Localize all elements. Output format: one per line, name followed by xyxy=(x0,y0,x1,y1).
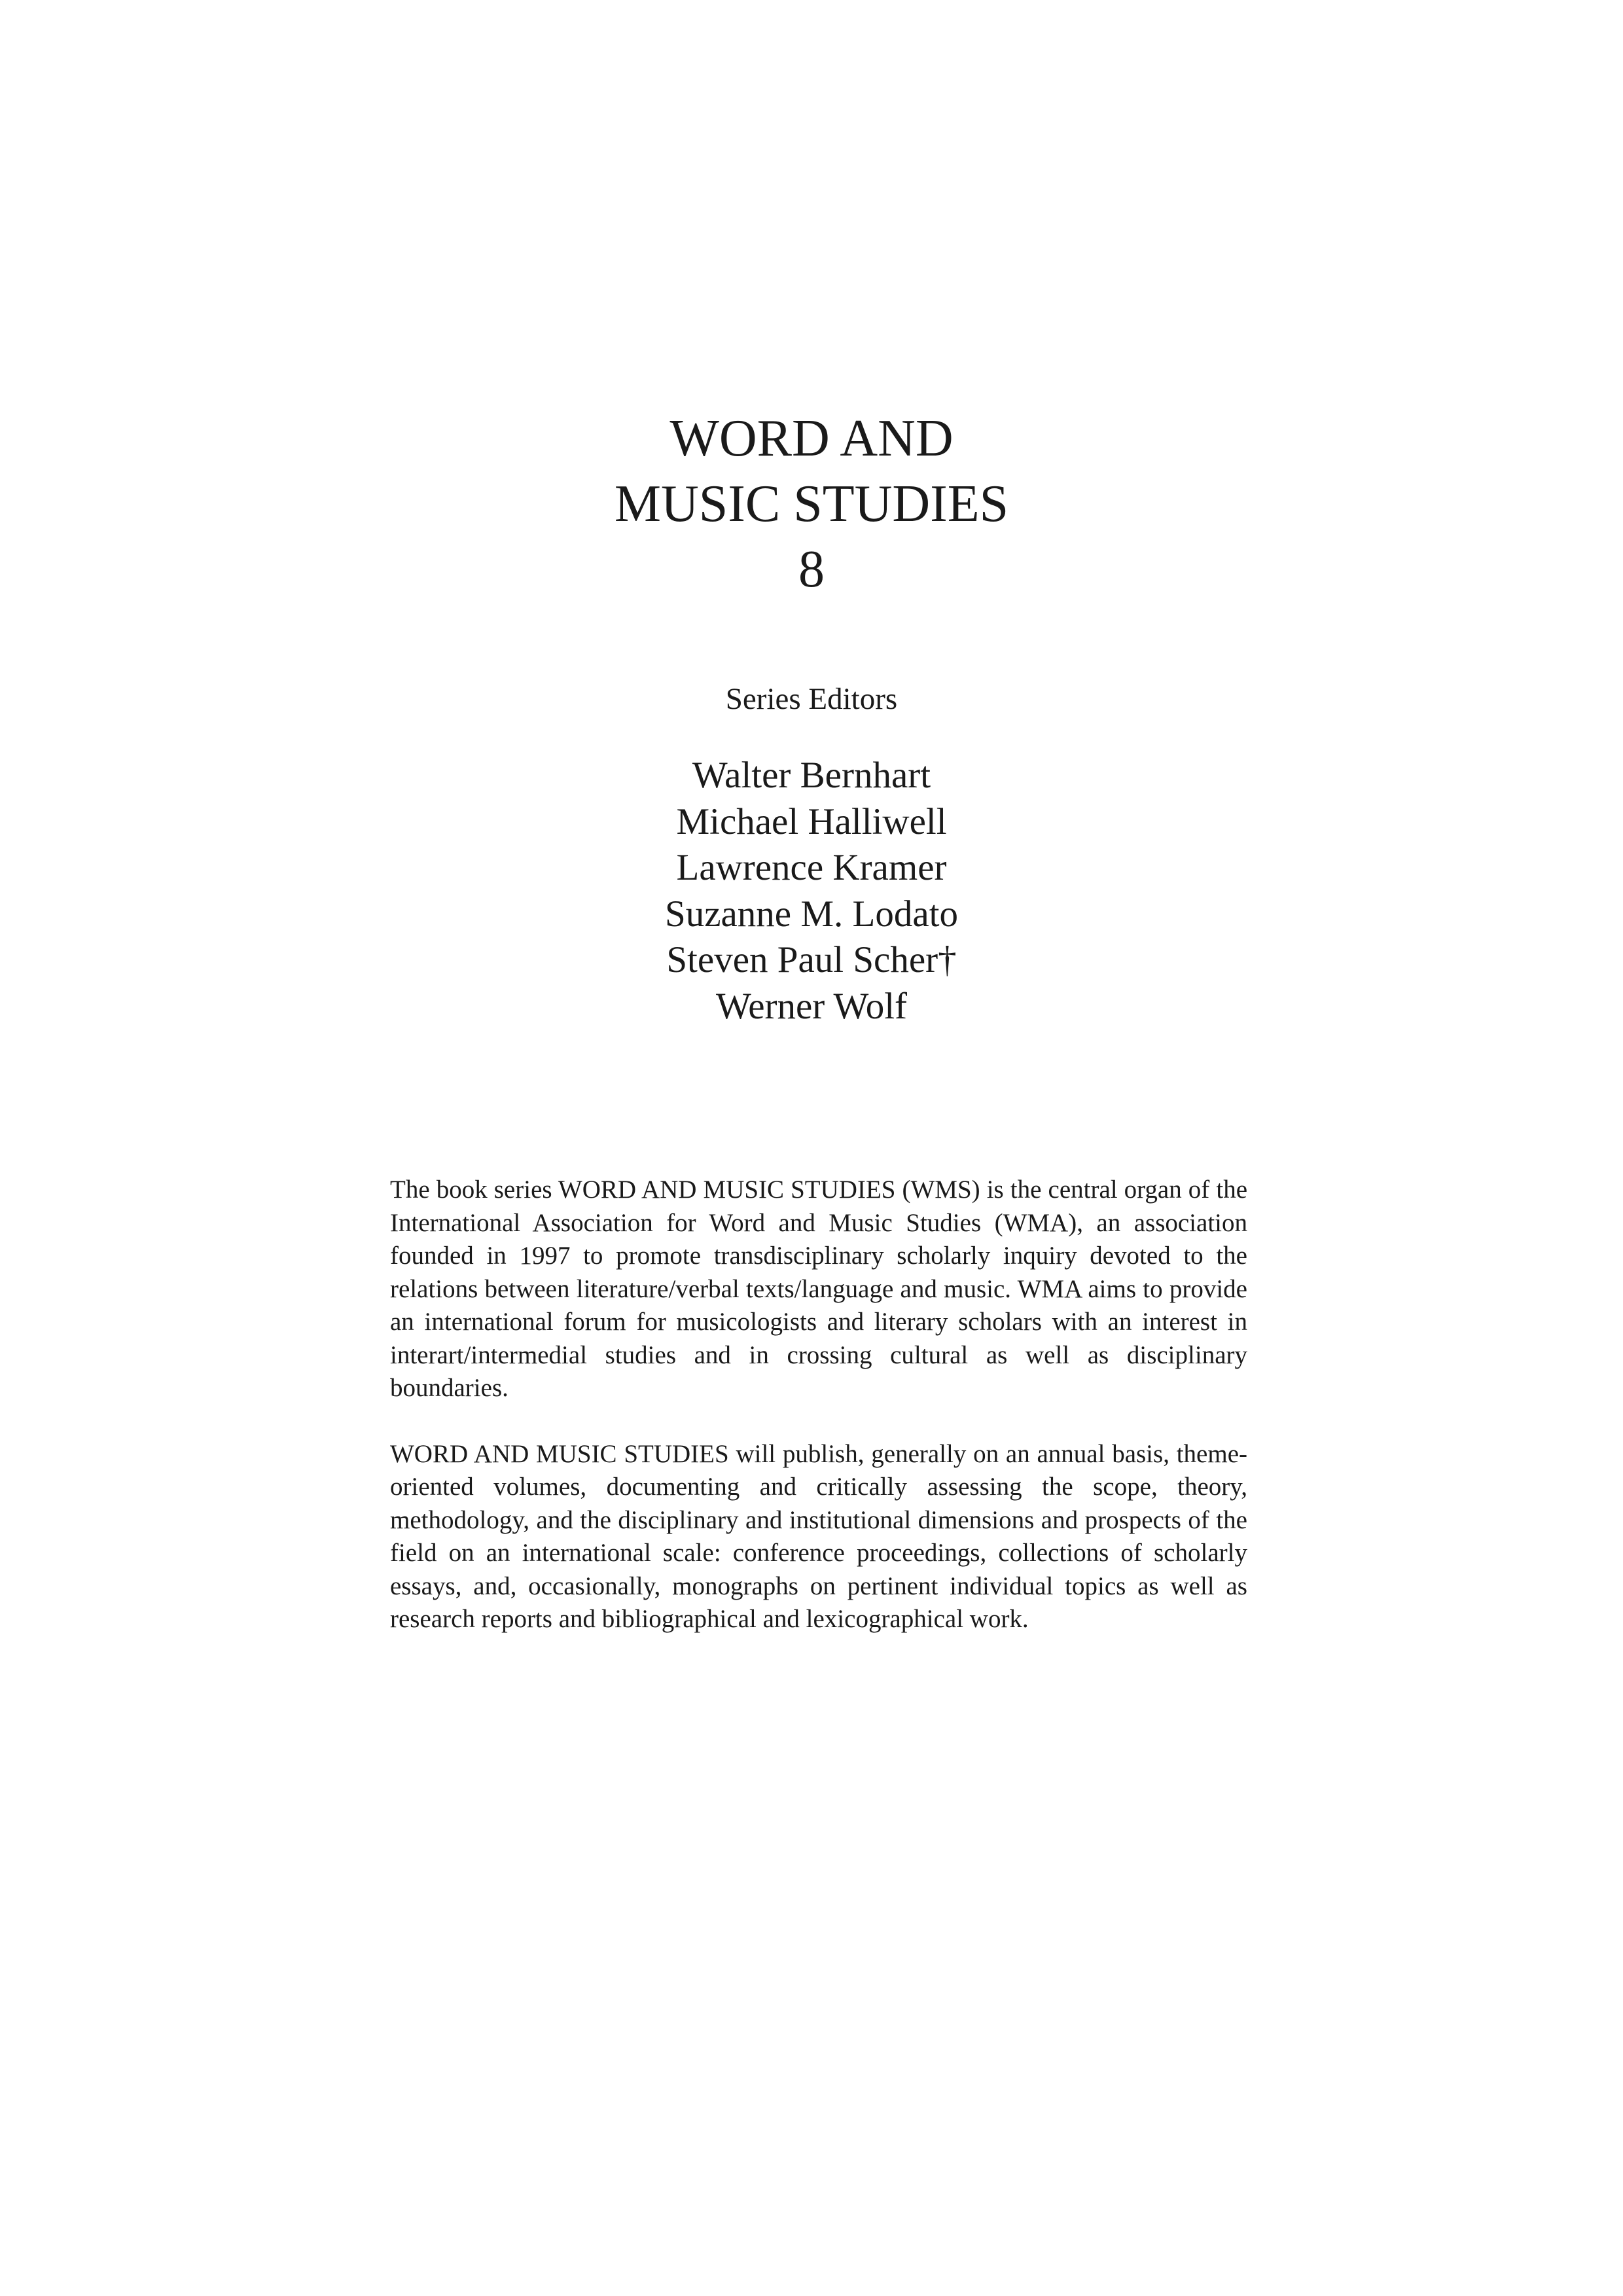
series-title xyxy=(0,406,1623,602)
description-paragraph: The book series WORD AND MUSIC STUDIES (WMS) is the central organ of the International Association for Word and Music Studies (WMA), an association founded in 1997 to promote transdisciplinary scholarly inquiry devoted to the relations between literature/verbal texts/language and music. WMA aims to provide an international forum for musicologists and literary scholars with an interest in interart/intermedial studies and in crossing cultural as well as disciplinary boundaries. xyxy=(390,1175,1247,1402)
series-title-line-2: MUSIC STUDIES xyxy=(614,475,1009,533)
editor-name: Suzanne M. Lodato xyxy=(665,893,958,935)
series-editors-heading: Series Editors xyxy=(725,682,898,716)
editor-name: Michael Halliwell xyxy=(676,800,947,842)
series-volume-number: 8 xyxy=(798,541,825,598)
editor-name: Steven Paul Scher† xyxy=(666,939,957,980)
series-title-line-1: WORD AND xyxy=(669,410,954,467)
series-description xyxy=(390,1174,1247,1636)
editor-name: Werner Wolf xyxy=(715,985,908,1027)
series-editors-list xyxy=(0,753,1623,1030)
description-paragraph: WORD AND MUSIC STUDIES will publish, generally on an annual basis, theme-oriented volumes, documenting and critically assessing the scope, theory, methodology, and the disciplinary and institutional dimensions and prospects of the field on an international scale: conference proceedings, collections of scholarly essays, and, occasionally, monographs on pertinent individual topics as well as research reports and bibliographical and lexicographical work. xyxy=(390,1439,1247,1633)
editor-name: Walter Bernhart xyxy=(692,755,931,796)
editor-name: Lawrence Kramer xyxy=(676,847,947,888)
